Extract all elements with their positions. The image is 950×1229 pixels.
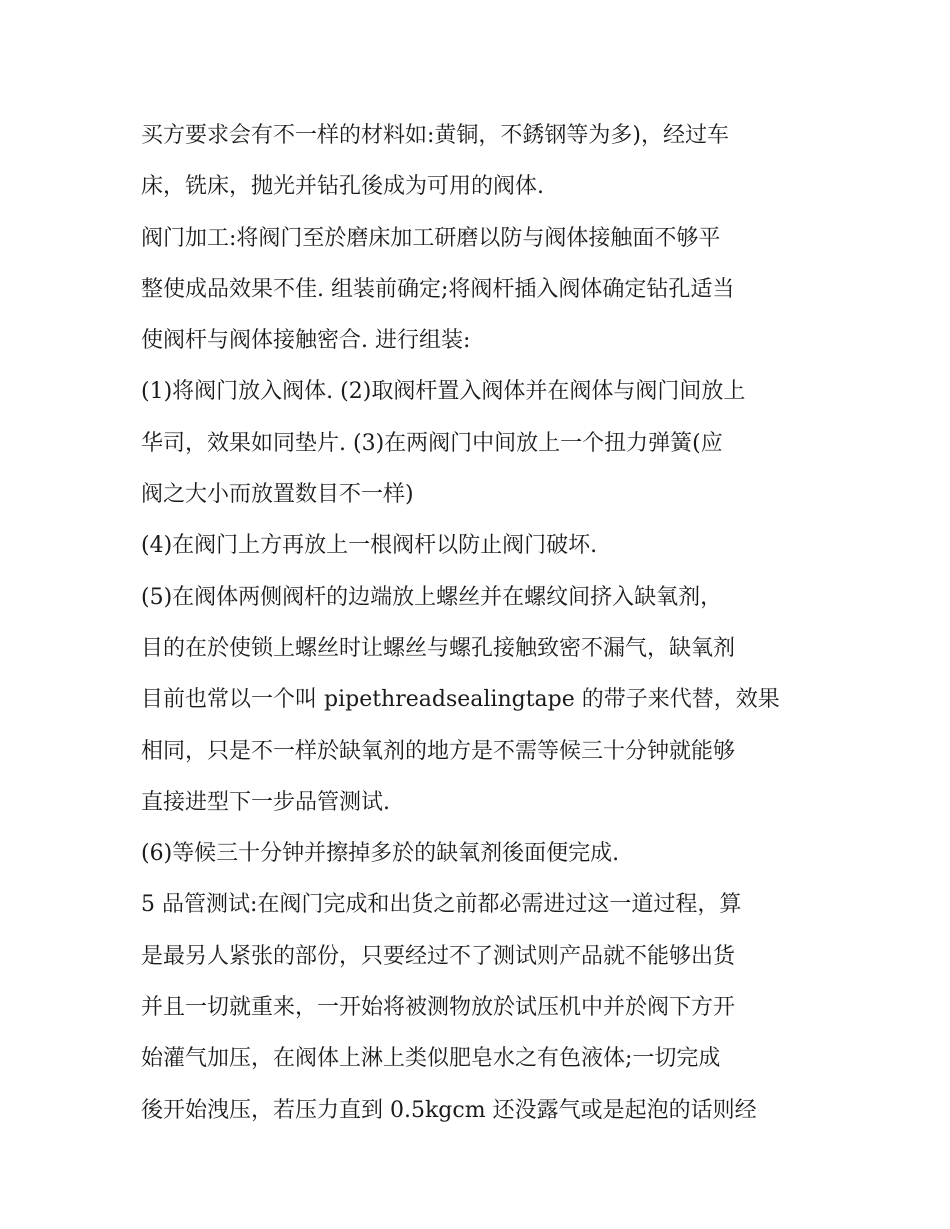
- text-line: 使阀杆与阀体接触密合. 进行组装:: [141, 328, 471, 354]
- text-line: 目的在於使锁上螺丝时让螺丝与螺孔接触致密不漏气，缺氧剂: [141, 635, 736, 661]
- text-line: 阀之大小而放置数目不一样): [141, 482, 414, 508]
- text-line: 买方要求会有不一样的材料如:黄铜，不銹钢等为多)，经过车: [141, 123, 729, 148]
- text-line: (5)在阀体两侧阀杆的边端放上螺丝并在螺纹间挤入缺氧剂，: [141, 584, 723, 610]
- text-line: 阀门加工:将阀门至於磨床加工研磨以防与阀体接触面不够平: [141, 225, 721, 251]
- text-line: (1)将阀门放入阀体. (2)取阀杆置入阀体并在阀体与阀门间放上: [141, 379, 746, 405]
- text-line: 整使成品效果不佳. 组装前确定;将阀杆插入阀体确定钻孔适当: [141, 276, 735, 302]
- text-line: 相同，只是不一样於缺氧剂的地方是不需等候三十分钟就能够: [141, 738, 736, 764]
- text-line: (6)等候三十分钟并擦掉多於的缺氧剂後面便完成.: [141, 841, 620, 867]
- text-line: (4)在阀门上方再放上一根阀杆以防止阀门破坏.: [141, 533, 598, 559]
- body-text: [141, 110, 821, 1136]
- text-line: 床，铣床，抛光并钻孔後成为可用的阀体.: [141, 174, 544, 200]
- text-line: 目前也常以一个叫 pipethreadsealingtape 的带子来代替，效果: [141, 687, 780, 713]
- text-line: 华司，效果如同垫片. (3)在两阀门中间放上一个扭力弹簧(应: [141, 430, 723, 456]
- text-line: 是最另人紧张的部份，只要经过不了测试则产品就不能够出货: [141, 943, 736, 969]
- text-line: 後开始洩压，若压力直到 0.5kgcm 还没露气或是起泡的话则经: [141, 1097, 757, 1123]
- text-line: 直接进型下一步品管测试.: [141, 789, 390, 815]
- text-line: 5 品管测试:在阀门完成和出货之前都必需进过这一道过程，算: [141, 892, 742, 918]
- text-line: 始灌气加压，在阀体上淋上类似肥皂水之有色液体;一切完成: [141, 1046, 721, 1072]
- text-line: 并且一切就重来，一开始将被测物放於试压机中并於阀下方开: [141, 995, 736, 1021]
